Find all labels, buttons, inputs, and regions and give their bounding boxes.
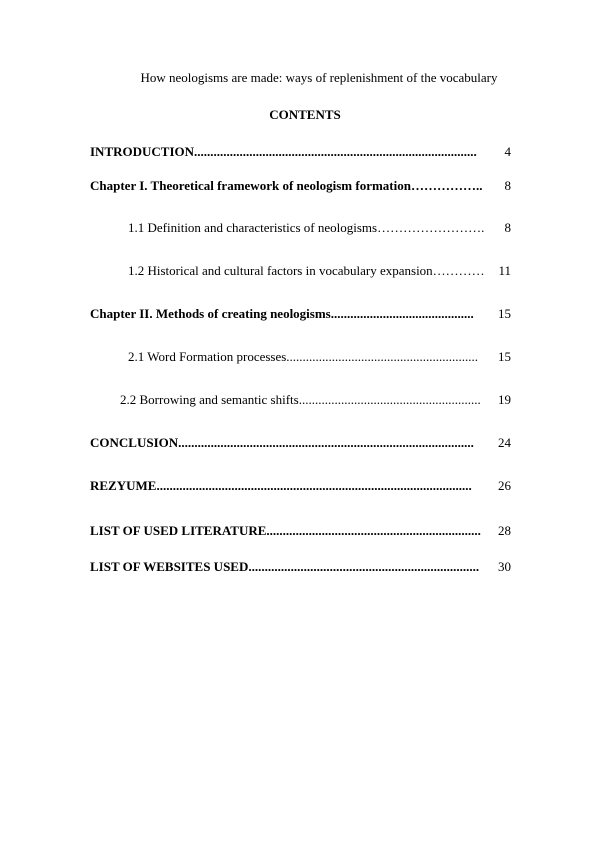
toc-entry-label: LIST OF USED LITERATURE.................................................................. <box>90 523 481 538</box>
toc-entry-label: 1.1 Definition and characteristics of neologisms……………………. <box>128 220 485 235</box>
toc-entry-label: 2.1 Word Formation processes........................................................... <box>128 349 479 364</box>
toc-entry-page: 26 <box>498 478 511 493</box>
toc-entry-page: 8 <box>504 178 511 193</box>
document-title: How neologisms are made: ways of replenishment of the vocabulary <box>140 70 498 85</box>
toc-entry-page: 8 <box>504 220 511 235</box>
toc-entry-conclusion <box>90 434 559 452</box>
toc-entry-section-2-1 <box>128 348 559 366</box>
toc-entry-label: Chapter I. Theoretical framework of neologism formation…………….. <box>90 178 483 193</box>
toc-entry-websites <box>90 558 559 576</box>
toc-entry-page: 15 <box>498 306 511 321</box>
toc-entry-chapter-2 <box>90 305 559 323</box>
toc-entry-label: CONCLUSION........................................................................................... <box>90 435 474 450</box>
toc-entry-label: LIST OF WEBSITES USED....................................................................... <box>90 559 480 574</box>
toc-entry-section-1-2 <box>128 262 559 280</box>
toc-entry-page: 24 <box>498 435 511 450</box>
toc-entry-literature <box>90 522 559 540</box>
toc-entry-label: 1.2 Historical and cultural factors in vocabulary expansion………… <box>128 263 485 278</box>
toc-entry-label: REZYUME................................................................................................. <box>90 478 472 493</box>
toc-entry-label: INTRODUCTION....................................................................................... <box>90 144 477 159</box>
toc-entry-page: 15 <box>498 349 511 364</box>
toc-entry-chapter-1 <box>90 177 559 195</box>
toc-entry-page: 19 <box>498 392 511 407</box>
toc-entry-page: 28 <box>498 523 511 538</box>
contents-heading: CONTENTS <box>269 107 341 122</box>
toc-entry-introduction <box>90 143 559 161</box>
toc-entry-page: 11 <box>498 263 511 278</box>
toc-entry-label: 2.2 Borrowing and semantic shifts........................................................ <box>120 392 481 407</box>
toc-entry-page: 30 <box>498 559 511 574</box>
toc-entry-page: 4 <box>504 144 511 159</box>
toc-entry-rezyume <box>90 477 559 495</box>
toc-entry-label: Chapter II. Methods of creating neologisms............................................ <box>90 306 474 321</box>
toc-entry-section-1-1 <box>128 219 559 237</box>
toc-entry-section-2-2 <box>120 391 559 409</box>
